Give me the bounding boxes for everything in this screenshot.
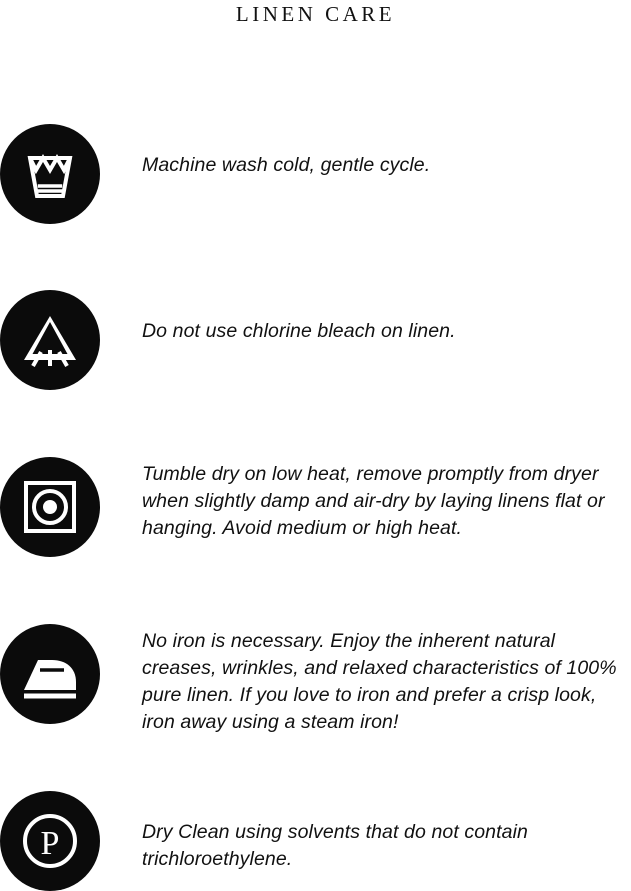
- list-item: [0, 457, 631, 557]
- list-item: [0, 791, 631, 891]
- care-instruction-text: Dry Clean using solvents that do not contain trichloroethylene.: [142, 821, 528, 870]
- care-instruction-text: Do not use chlorine bleach on linen.: [142, 320, 456, 342]
- icon-container: [0, 624, 100, 724]
- dry-clean-p-icon: [0, 791, 100, 891]
- tumble-dry-low-icon: [0, 457, 100, 557]
- wash-tub-icon: [0, 124, 100, 224]
- care-instruction-text: Machine wash cold, gentle cycle.: [142, 154, 431, 176]
- icon-container: [0, 290, 100, 390]
- list-item: [0, 124, 631, 224]
- care-instruction-text: Tumble dry on low heat, remove promptly from dryer when slightly damp and air-dry by laying linens flat or hanging. Avoid medium or high heat.: [142, 463, 605, 539]
- icon-container: [0, 791, 100, 891]
- iron-icon: [0, 624, 100, 724]
- list-item: [0, 290, 631, 390]
- page-title: LINEN CARE: [235, 2, 396, 26]
- care-instruction-text: No iron is necessary. Enjoy the inherent natural creases, wrinkles, and relaxed characteristics of 100% pure linen. If you love to iron and prefer a crisp look, iron away using a steam iron!: [142, 630, 617, 733]
- list-item: [0, 624, 631, 736]
- svg-text:P: P: [40, 825, 60, 862]
- icon-container: [0, 124, 100, 224]
- icon-container: [0, 457, 100, 557]
- no-bleach-triangle-icon: [0, 290, 100, 390]
